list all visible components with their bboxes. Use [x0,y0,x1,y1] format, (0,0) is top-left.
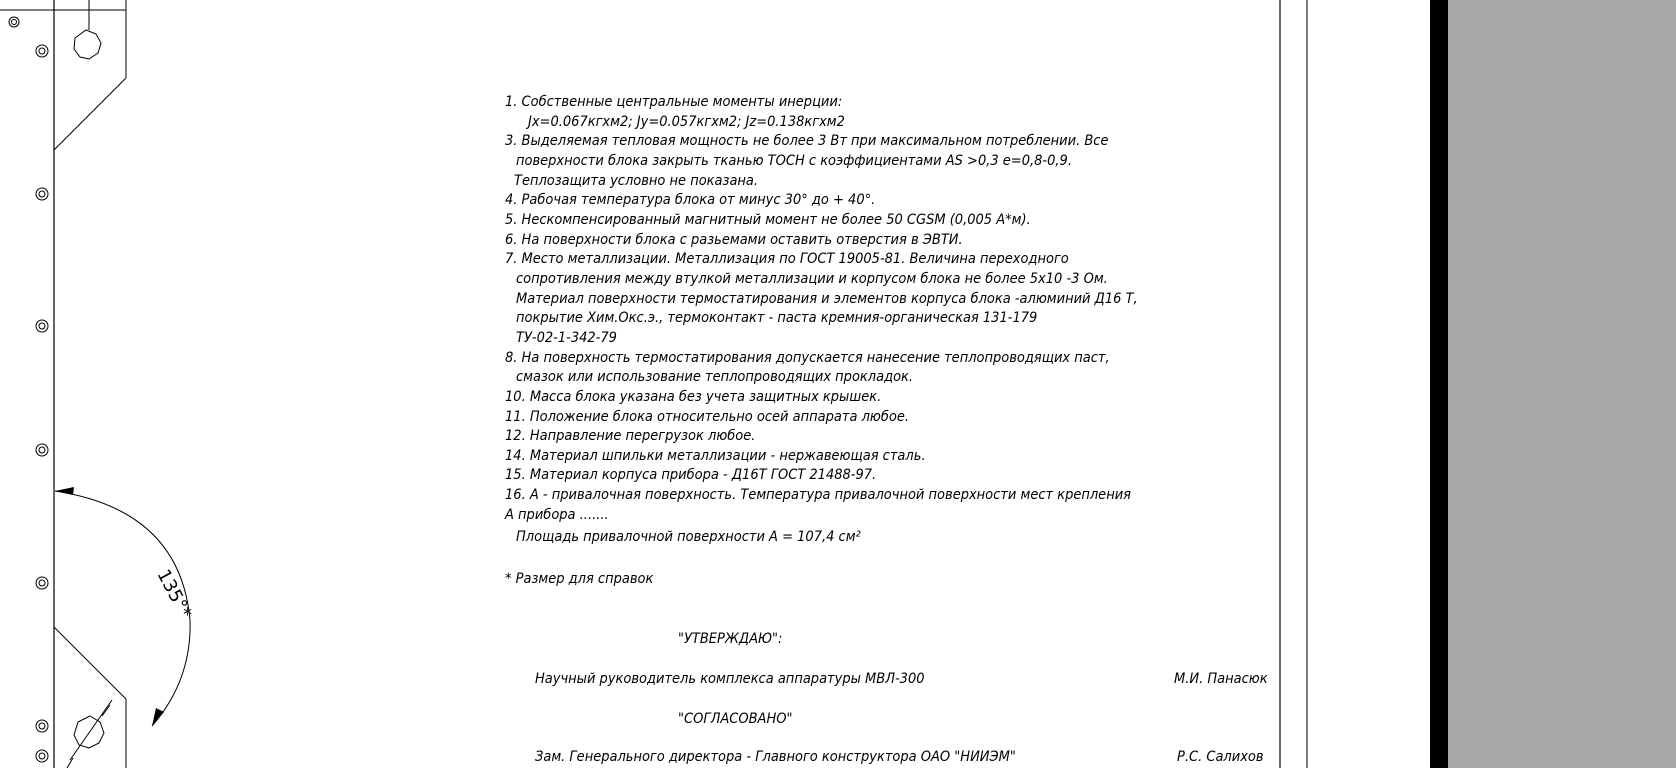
note-line: 11. Положение блока относительно осей аппарата любое. [505,409,909,425]
note-line: 6. На поверхности блока с разьемами оставить отверстия в ЭВТИ. [505,232,963,248]
approver-title: Научный руководитель комплекса аппаратуры МВЛ-300 [535,671,925,687]
note-line: Теплозащита условно не показана. [514,173,759,189]
side-panel [1448,0,1676,768]
flange-chamfer-top [54,78,126,150]
note-line: Площадь привалочной поверхности А = 107,4 см² [516,529,861,545]
note-line: Материал поверхности термостатирования и элементов корпуса блока -алюминий Д16 Т, [516,291,1138,307]
note-line: ТУ-02-1-342-79 [516,330,617,346]
note-line: Jx=0.067кгхм2; Jy=0.057кгхм2; Jz=0.138кгхм2 [528,114,845,130]
note-line: поверхности блока закрыть тканью ТОСН с коэффициентами AS >0,3 e=0,8-0,9. [516,153,1072,169]
note-line: 16. А - привалочная поверхность. Температура привалочной поверхности мест крепления [505,487,1132,503]
note-line: 15. Материал корпуса прибора - Д16Т ГОСТ 21488-97. [505,467,877,483]
note-line: покрытие Хим.Окс.э., термоконтакт - паста кремния-органическая 131-179 [516,310,1038,326]
note-line: 12. Направление перегрузок любое. [505,428,756,444]
hole-markers [9,17,48,762]
note-line: 3. Выделяемая тепловая мощность не более 3 Вт при максимальном потреблении. Все [505,133,1109,149]
approver-name: М.И. Панасюк [1174,671,1268,687]
dimension-arrow-bottom [152,708,164,726]
approve-heading: "УТВЕРЖДАЮ": [678,631,783,647]
viewport-divider [1430,0,1448,768]
note-line: 4. Рабочая температура блока от минус 30° до + 40°. [505,192,876,208]
note-line: 8. На поверхность термостатирования допускается нанесение теплопроводящих паст, [505,350,1110,366]
note-line: сопротивления между втулкой металлизации и корпусом блока не более 5х10 -3 Ом. [516,271,1108,287]
flange-chamfer-bottom [54,627,126,699]
hex-nut-top [74,30,101,59]
note-line: смазок или использование теплопроводящих прокладок. [516,369,914,385]
dimension-arrow-top [55,487,74,495]
agree-heading: "СОГЛАСОВАНО" [678,711,793,727]
note-line: 5. Нескомпенсированный магнитный момент не более 50 CGSM (0,005 А*м). [505,212,1031,228]
note-line: 14. Материал шпильки металлизации - нержавеющая сталь. [505,448,926,464]
note-line: 1. Собственные центральные моменты инерции: [505,94,843,110]
agree-name: Р.С. Салихов [1177,749,1264,765]
note-line: 7. Место металлизации. Металлизация по ГОСТ 19005-81. Величина переходного [505,251,1069,267]
note-line: * Размер для справок [505,571,654,587]
note-line: 10. Масса блока указана без учета защитных крышек. [505,389,882,405]
agree-title: Зам. Генерального директора - Главного конструктора ОАО "НИИЭМ" [535,749,1016,765]
angle-dimension-label: 135°* [152,566,196,623]
note-line: А прибора ....... [505,507,609,523]
